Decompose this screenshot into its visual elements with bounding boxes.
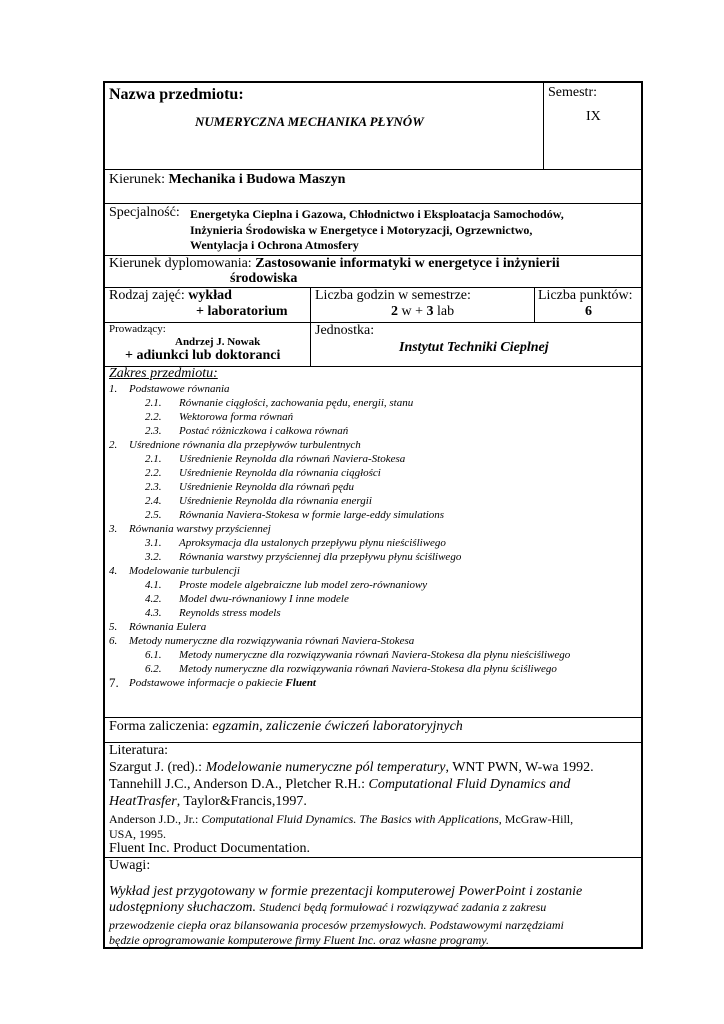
topic-number: 1.: [109, 383, 118, 395]
topic-number: 4.: [109, 565, 118, 577]
forma-value: egzamin, zaliczenie ćwiczeń laboratoryjnych: [212, 719, 463, 734]
dyplomowanie-line-1: Zastosowanie informatyki w energetyce i inżynierii: [255, 256, 560, 271]
uwagi-line-1: Wykład jest przygotowany w formie prezentacji komputerowej PowerPoint i zostanie: [109, 884, 583, 899]
subtopic-item: Uśrednienie Reynolda dla równania energii: [179, 495, 372, 507]
topic-number: 2.: [109, 439, 118, 451]
topic-number: 6.: [109, 635, 118, 647]
semestr-label: Semestr:: [548, 85, 597, 100]
subtopic-number: 2.2.: [145, 411, 162, 423]
subtopic-item: Uśrednienie Reynolda dla równań pędu: [179, 481, 354, 493]
zakres-section: [105, 367, 641, 718]
rodzaj-value-1: wykład: [188, 288, 232, 303]
rodzaj-section: [105, 288, 641, 323]
prowadzacy-label: Prowadzący:: [109, 323, 166, 335]
ref-2: Tannehill J.C., Anderson D.A., Pletcher R.H.: Computational Fluid Dynamics and: [109, 777, 571, 792]
subtopic-number: 2.2.: [145, 467, 162, 479]
ref-3: Anderson J.D., Jr.: Computational Fluid Dynamics. The Basics with Applications, McGraw-Hill,: [109, 812, 574, 826]
godziny-label: Liczba godzin w semestrze:: [315, 288, 471, 303]
subtopic-number: 4.2.: [145, 593, 162, 605]
specjalnosc-line-1: Energetyka Cieplna i Gazowa, Chłodnictwo i Eksploatacja Samochodów,: [190, 207, 564, 221]
rodzaj-value-2: + laboratorium: [196, 304, 288, 319]
subtopic-item: Proste modele algebraiczne lub model zero-równaniowy: [179, 579, 428, 591]
subtopic-number: 2.1.: [145, 397, 162, 409]
dyplomowanie-section: [105, 256, 641, 288]
specjalnosc-line-2: Inżynieria Środowiska w Energetyce i Motoryzacji, Ogrzewnictwo,: [190, 223, 533, 237]
kierunek-value: Mechanika i Budowa Maszyn: [168, 172, 346, 187]
uwagi-label: Uwagi:: [109, 858, 151, 873]
godziny-value: 2 w + 3 lab: [391, 304, 455, 319]
semestr-value: IX: [586, 109, 601, 124]
subtopic-item: Równanie ciągłości, zachowania pędu, energii, stanu: [179, 397, 414, 409]
topic-item: Podstawowe równania: [129, 383, 230, 395]
subtopic-item: Uśrednienie Reynolda dla równania ciągłości: [179, 467, 381, 479]
topic-item: Uśrednione równania dla przepływów turbulentnych: [129, 439, 361, 451]
uwagi-line-4: będzie oprogramowanie komputerowe firmy Fluent Inc. oraz własne programy.: [109, 933, 489, 947]
subtopic-item: Wektorowa forma równań: [179, 411, 294, 423]
subtopic-number: 4.3.: [145, 607, 162, 619]
topic-item: Równania warstwy przyściennej: [129, 523, 271, 535]
kierunek-label: Kierunek:: [109, 172, 165, 187]
prowadzacy-name: Andrzej J. Nowak: [175, 336, 261, 348]
subtopic-item: Równania warstwy przyściennej dla przepływu płynu ściśliwego: [179, 551, 462, 563]
ref-1: Szargut J. (red).: Modelowanie numeryczne pól temperatury, WNT PWN, W-wa 1992.: [109, 760, 594, 775]
subtopic-number: 3.2.: [145, 551, 162, 563]
uwagi-section: [105, 858, 641, 949]
subtopic-number: 6.2.: [145, 663, 162, 675]
subtopic-item: Reynolds stress models: [179, 607, 281, 619]
punkty-label: Liczba punktów:: [538, 288, 633, 303]
subtopic-item: Uśrednienie Reynolda dla równań Naviera-Stokesa: [179, 453, 406, 465]
prowadzacy-extra: + adiunkci lub doktoranci: [125, 348, 281, 363]
subtopic-item: Model dwu-równaniowy I inne modele: [179, 593, 349, 605]
dyplomowanie-label: Kierunek dyplomowania:: [109, 256, 252, 271]
rodzaj-label: Rodzaj zajęć:: [109, 288, 185, 303]
punkty-value: 6: [585, 304, 592, 319]
topic-item: Metody numeryczne dla rozwiązywania równań Naviera-Stokesa: [129, 635, 415, 647]
subtopic-number: 6.1.: [145, 649, 162, 661]
subtopic-number: 2.1.: [145, 453, 162, 465]
topic-number: 3.: [109, 523, 118, 535]
subject-title: NUMERYCZNA MECHANIKA PŁYNÓW: [195, 114, 424, 129]
literatura-label: Literatura:: [109, 743, 169, 758]
subtopic-number: 2.4.: [145, 495, 162, 507]
dyplomowanie-line-2: środowiska: [230, 271, 298, 286]
literatura-section: [105, 743, 641, 858]
topic-number: 5.: [109, 621, 118, 633]
ref-3-cont: USA, 1995.: [109, 827, 167, 841]
subtopic-item: Aproksymacja dla ustalonych przepływu płynu nieściśliwego: [179, 537, 446, 549]
course-card: [103, 81, 643, 949]
kierunek-section: [105, 170, 641, 204]
subtopic-number: 3.1.: [145, 537, 162, 549]
ref-2-cont: HeatTrasfer, Taylor&Francis,1997.: [109, 794, 307, 809]
ref-4: Fluent Inc. Product Documentation.: [109, 841, 311, 856]
jednostka-value: Instytut Techniki Cieplnej: [399, 340, 549, 355]
subtopic-item: Postać różniczkowa i całkowa równań: [179, 425, 349, 437]
subtopic-number: 2.3.: [145, 425, 162, 437]
specjalnosc-section: [105, 204, 641, 256]
subtopic-item: Metody numeryczne dla rozwiązywania równań Naviera-Stokesa dla płynu ściśliwego: [179, 663, 557, 675]
specjalnosc-line-3: Wentylacja i Ochrona Atmosfery: [190, 238, 359, 252]
subtopic-number: 2.3.: [145, 481, 162, 493]
subtopic-item: Równania Naviera-Stokesa w formie large-eddy simulations: [179, 509, 445, 521]
subtopic-number: 4.1.: [145, 579, 162, 591]
zakres-title: Zakres przedmiotu:: [109, 366, 218, 381]
topic-item: Modelowanie turbulencji: [129, 565, 240, 577]
topic-item: Równania Eulera: [129, 621, 207, 633]
topic-number: 7.: [109, 675, 119, 690]
uwagi-line-3: przewodzenie ciepła oraz bilansowania procesów przemysłowych. Podstawowymi narzędziami: [109, 918, 564, 932]
topic-item: Podstawowe informacje o pakiecie Fluent: [129, 677, 316, 689]
nazwa-label: Nazwa przedmiotu:: [109, 86, 244, 103]
forma-label: Forma zaliczenia:: [109, 719, 209, 734]
header-section: [105, 83, 641, 170]
prowadzacy-section: [105, 323, 641, 367]
jednostka-label: Jednostka:: [315, 323, 375, 338]
subtopic-number: 2.5.: [145, 509, 162, 521]
subtopic-item: Metody numeryczne dla rozwiązywania równań Naviera-Stokesa dla płynu nieściśliwego: [179, 649, 571, 661]
specjalnosc-label: Specjalność:: [109, 205, 180, 220]
uwagi-line-2: udostępniony słuchaczom. Studenci będą formułować i rozwiązywać zadania z zakresu: [109, 900, 547, 915]
forma-section: [105, 718, 641, 743]
